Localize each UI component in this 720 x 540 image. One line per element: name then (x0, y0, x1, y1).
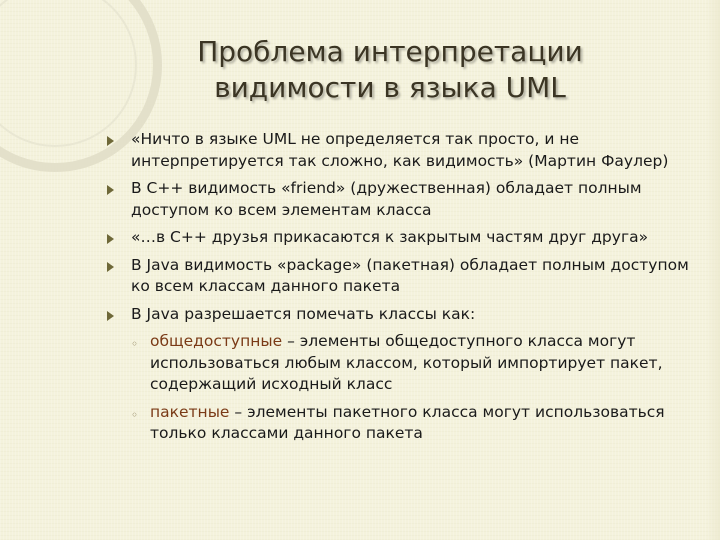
bullet-item (104, 304, 704, 445)
bullet-item (104, 178, 704, 221)
sub-bullet-term: общедоступные (150, 332, 283, 350)
slide-title-line-1: Проблема интерпретации (197, 35, 583, 68)
bullet-item (104, 129, 704, 172)
bullet-text: В C++ видимость «friend» (дружественная) обладает полным доступом ко всем элементам класса (131, 179, 642, 219)
triangle-bullet-icon (107, 136, 114, 146)
bullet-text: «…в C++ друзья прикасаются к закрытым частям друг друга» (131, 228, 649, 246)
bullet-item (104, 227, 704, 249)
triangle-bullet-icon (107, 234, 114, 244)
ring-bullet-icon: ◦ (131, 407, 139, 422)
bullet-text: В Java видимость «package» (пакетная) обладает полным доступом ко всем классам данного пакета (131, 255, 689, 295)
bullet-text: В Java разрешается помечать классы как: (131, 304, 476, 323)
slide-title-line-2: видимости в языка UML (214, 71, 566, 104)
triangle-bullet-icon (107, 262, 114, 272)
slide-title (110, 34, 670, 106)
sub-bullet-item (104, 402, 704, 445)
sub-bullet-item (104, 331, 704, 396)
triangle-bullet-icon (107, 311, 114, 321)
ring-bullet-icon: ◦ (131, 337, 139, 351)
sub-bullet-term: пакетные (150, 402, 230, 421)
bullet-item (104, 255, 704, 298)
slide-content (104, 129, 704, 451)
decorative-right-band (706, 0, 720, 540)
sub-bullet-text: – элементы пакетного класса могут использоваться только классами данного пакета (150, 402, 665, 442)
triangle-bullet-icon (107, 185, 114, 195)
sub-bullet-text: – элементы общедоступного класса могут использоваться любым классом, который импортирует пакет, содержащий исходный класс (150, 332, 663, 393)
bullet-text: «Ничто в языке UML не определяется так просто, и не интерпретируется так сложно, как видимость» (Мартин Фаулер) (131, 130, 669, 170)
